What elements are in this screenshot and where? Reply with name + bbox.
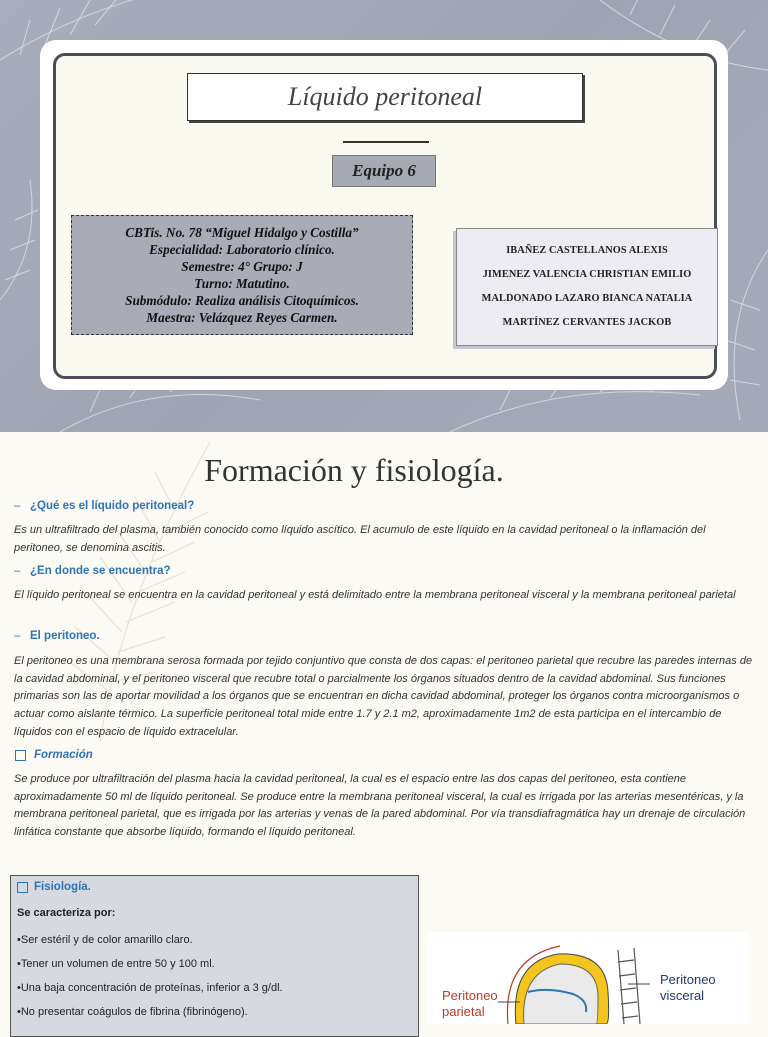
team-label: Equipo 6: [352, 161, 416, 180]
dash-bullet-icon: –: [14, 630, 21, 642]
checkbox-bullet-icon: [15, 750, 26, 761]
physiology-label: Se caracteriza por:: [17, 907, 116, 919]
heading-text: El peritoneo.: [30, 630, 100, 642]
label-peritoneo-parietal: Peritoneo: [442, 988, 498, 1003]
team-members-box: [456, 228, 718, 346]
school-line: Maestra: Velázquez Reyes Carmen.: [146, 310, 338, 325]
peritoneum-diagram: [428, 932, 748, 1024]
school-line: Submódulo: Realiza análisis Citoquímicos.: [125, 293, 359, 308]
heading-donde-se-encuentra: [14, 565, 171, 577]
cover-banner: [0, 0, 768, 432]
document-body: [0, 432, 768, 1024]
school-line: Turno: Matutino.: [194, 276, 290, 291]
list-item: • Una baja concentración de proteínas, inferior a 3 g/dl.: [17, 976, 283, 1000]
label-peritoneo-visceral: Peritoneo: [660, 972, 716, 987]
heading-text: ¿En donde se encuentra?: [30, 565, 171, 577]
cover-card-frame: [53, 53, 717, 379]
heading-que-es: [14, 500, 194, 512]
list-item: • Ser estéril y de color amarillo claro.: [17, 928, 283, 952]
paragraph-que-es: Es un ultrafiltrado del plasma, también conocido como líquido ascítico. El acumulo de este líquido en la cavidad peritoneal o la inflamación del peritoneo, se denomina ascitis.: [14, 524, 706, 554]
member-name: IBAÑEZ CASTELLANOS ALEXIS: [506, 245, 668, 256]
physiology-list: [17, 928, 283, 1024]
list-item: • Tener un volumen de entre 50 y 100 ml.: [17, 952, 283, 976]
heading-formacion: [14, 749, 93, 761]
member-name: MALDONADO LAZARO BIANCA NATALIA: [481, 293, 693, 304]
section-title: Formación y fisiología.: [204, 452, 504, 488]
dash-bullet-icon: –: [14, 500, 21, 512]
heading-text: Fisiología.: [34, 881, 91, 893]
heading-text: ¿Qué es el líquido peritoneal?: [30, 500, 195, 512]
heading-text: Formación: [34, 749, 93, 761]
paragraph-donde-se-encuentra: El líquido peritoneal se encuentra en la cavidad peritoneal y está delimitado entre la membrana peritoneal visceral y la membrana peritoneal parietal: [14, 589, 736, 601]
checkbox-bullet-icon: [17, 882, 28, 893]
list-item: • No presentar coágulos de fibrina (fibrinógeno).: [17, 1000, 283, 1024]
label-peritoneo-parietal-2: parietal: [442, 1004, 485, 1019]
paragraph-formacion: Se produce por ultrafiltración del plasma hacia la cavidad peritoneal, la cual es el espacio entre las dos capas del peritoneo, esta contiene aproximadamente 50 ml de líquido peritoneal. Se produce entre la membrana peritoneal visceral, la cual es irrigada por las arterias mesentéricas, y la membrana peritoneal parietal, que es irrigada por las arterias y venas de la pared abdominal. Por vía transdiafragmática hay un drenaje de circulación linfática constante que absorbe líquido, formando el líquido peritoneal.: [14, 773, 746, 839]
physiology-heading: [17, 881, 91, 893]
school-line: Especialidad: Laboratorio clínico.: [149, 242, 335, 257]
school-info-box: [71, 215, 413, 335]
team-badge: [332, 155, 436, 187]
dash-bullet-icon: –: [14, 565, 21, 577]
document-title-box: [187, 73, 583, 121]
cover-card: [40, 40, 728, 390]
title-divider: [343, 141, 429, 143]
member-name: JIMENEZ VALENCIA CHRISTIAN EMILIO: [482, 269, 692, 280]
label-peritoneo-visceral-2: visceral: [660, 988, 705, 1003]
school-line: Semestre: 4° Grupo: J: [181, 259, 303, 274]
member-name: MARTÍNEZ CERVANTES JACKOB: [502, 317, 672, 328]
physiology-panel: [10, 875, 419, 1037]
paragraph-peritoneo: El peritoneo es una membrana serosa formada por tejido conjuntivo que consta de dos capas: el peritoneo parietal que recubre las paredes internas de la cavidad abdominal, y el peritoneo visceral que recubre total o parcialmente los órganos situados dentro de la cavidad abdominal. Sus funciones primarias son las de aportar movilidad a los órganos que se encuentran en dicha cavidad abdominal, proteger los órganos contra microorganismos o actuar como aislante térmico. La superficie peritoneal total mide entre 1.7 y 2.1 m2, aproximadamente 1m2 de esta participa en el intercambio de líquidos con el espacio de líquido extracelular.: [14, 655, 753, 738]
school-line: CBTis. No. 78 “Miguel Hidalgo y Costilla”: [125, 225, 359, 240]
document-title: Líquido peritoneal: [287, 82, 483, 111]
heading-peritoneo: [14, 630, 100, 642]
